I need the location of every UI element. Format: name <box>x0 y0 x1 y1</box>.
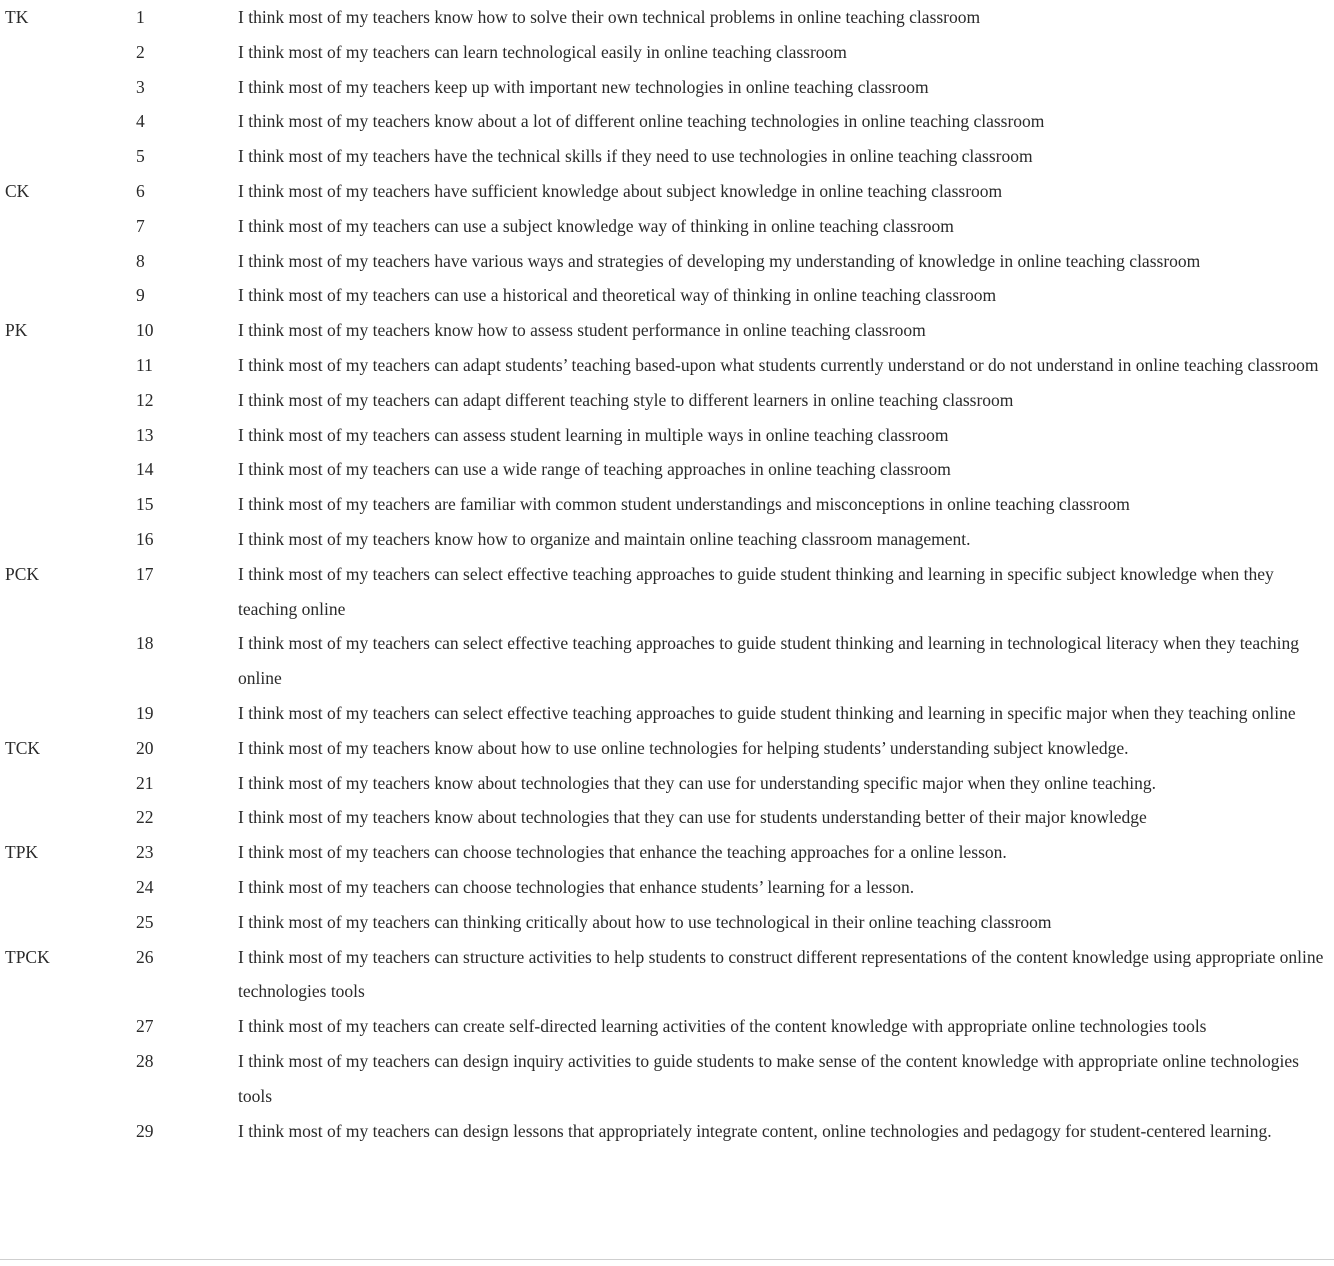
table-row <box>0 800 1334 835</box>
table-row <box>0 696 1334 731</box>
item-text-cell: I think most of my teachers can select effective teaching approaches to guide student thinking and learning in technological literacy when they teaching online <box>238 633 1299 689</box>
table-row <box>0 626 1334 696</box>
item-text-cell: I think most of my teachers can adapt different teaching style to different learners in online teaching classroom <box>238 389 1014 410</box>
table-row <box>0 557 1334 627</box>
item-text-cell: I think most of my teachers know about technologies that they can use for students understanding better of their major knowledge <box>238 807 1147 828</box>
table-row <box>0 835 1334 870</box>
item-number-cell: 5 <box>136 146 145 167</box>
category-cell: CK <box>5 180 30 201</box>
item-text-cell: I think most of my teachers know how to solve their own technical problems in online teaching classroom <box>238 7 981 27</box>
item-number-cell: 6 <box>136 180 145 201</box>
table-bottom-rule <box>0 1259 1334 1260</box>
item-text-cell: I think most of my teachers can choose technologies that enhance students’ learning for a lesson. <box>238 876 915 897</box>
item-number-cell: 14 <box>136 459 154 480</box>
item-number-cell: 9 <box>136 285 145 306</box>
table-row <box>0 348 1334 383</box>
item-number-cell: 19 <box>136 702 154 723</box>
item-text-cell: I think most of my teachers can adapt students’ teaching based-upon what students currently understand or do not understand in online teaching classroom <box>238 354 1319 375</box>
item-text-cell: I think most of my teachers can structure activities to help students to construct different representations of the content knowledge using appropriate online technologies tools <box>238 946 1324 1002</box>
category-cell: TPCK <box>5 946 50 967</box>
item-number-cell: 29 <box>136 1120 154 1141</box>
item-number-cell: 13 <box>136 424 154 445</box>
item-number-cell: 24 <box>136 876 154 897</box>
category-cell: PK <box>5 320 28 341</box>
item-number-cell: 20 <box>136 737 154 758</box>
category-cell: TPK <box>5 842 39 863</box>
item-text-cell: I think most of my teachers can assess student learning in multiple ways in online teaching classroom <box>238 424 949 445</box>
item-number-cell: 4 <box>136 111 145 132</box>
table-row <box>0 209 1334 244</box>
item-text-cell: I think most of my teachers can thinking critically about how to use technological in their online teaching classroom <box>238 911 1052 932</box>
item-number-cell: 27 <box>136 1016 154 1037</box>
item-text-cell: I think most of my teachers can use a historical and theoretical way of thinking in online teaching classroom <box>238 285 997 306</box>
item-number-cell: 28 <box>136 1050 154 1071</box>
item-text-cell: I think most of my teachers can choose technologies that enhance the teaching approaches for a online lesson. <box>238 842 1007 863</box>
item-number-cell: 16 <box>136 528 154 549</box>
table-row <box>0 139 1334 174</box>
item-number-cell: 18 <box>136 633 154 654</box>
item-number-cell: 17 <box>136 563 154 584</box>
table-row <box>0 487 1334 522</box>
table-row <box>0 731 1334 766</box>
table-row <box>0 418 1334 453</box>
item-number-cell: 22 <box>136 807 154 828</box>
item-text-cell: I think most of my teachers can select effective teaching approaches to guide student thinking and learning in specific subject knowledge when they teaching online <box>238 563 1274 619</box>
table-row <box>0 244 1334 279</box>
item-number-cell: 15 <box>136 494 154 515</box>
table-row <box>0 940 1334 1010</box>
item-number-cell: 21 <box>136 772 154 793</box>
item-text-cell: I think most of my teachers know how to organize and maintain online teaching classroom management. <box>238 528 971 549</box>
item-text-cell: I think most of my teachers can design inquiry activities to guide students to make sense of the content knowledge with appropriate online technologies tools <box>238 1050 1299 1106</box>
item-number-cell: 25 <box>136 911 154 932</box>
item-number-cell: 12 <box>136 389 154 410</box>
item-text-cell: I think most of my teachers know about how to use online technologies for helping students’ understanding subject knowledge. <box>238 737 1129 758</box>
table-row <box>0 1114 1334 1149</box>
item-number-cell: 1 <box>136 7 145 27</box>
item-number-cell: 3 <box>136 76 145 97</box>
category-cell: TCK <box>5 737 40 758</box>
table-row <box>0 452 1334 487</box>
table-row <box>0 174 1334 209</box>
table-row <box>0 35 1334 70</box>
item-text-cell: I think most of my teachers know how to assess student performance in online teaching classroom <box>238 320 926 341</box>
item-number-cell: 23 <box>136 842 154 863</box>
table-row <box>0 104 1334 139</box>
item-text-cell: I think most of my teachers are familiar with common student understandings and misconceptions in online teaching classroom <box>238 494 1130 515</box>
table-row <box>0 1044 1334 1114</box>
table-row <box>0 905 1334 940</box>
table-row <box>0 70 1334 105</box>
item-number-cell: 10 <box>136 320 154 341</box>
item-text-cell: I think most of my teachers can learn technological easily in online teaching classroom <box>238 41 847 62</box>
item-text-cell: I think most of my teachers can select effective teaching approaches to guide student thinking and learning in specific major when they teaching online <box>238 702 1296 723</box>
item-number-cell: 26 <box>136 946 154 967</box>
item-text-cell: I think most of my teachers can use a wide range of teaching approaches in online teaching classroom <box>238 459 951 480</box>
item-text-cell: I think most of my teachers can design lessons that appropriately integrate content, online technologies and pedagogy for student-centered learning. <box>238 1120 1272 1141</box>
table-row <box>0 0 1334 35</box>
item-text-cell: I think most of my teachers have various ways and strategies of developing my understanding of knowledge in online teaching classroom <box>238 250 1201 271</box>
item-text-cell: I think most of my teachers know about a lot of different online teaching technologies in online teaching classroom <box>238 111 1045 132</box>
table-row <box>0 383 1334 418</box>
category-cell: PCK <box>5 563 40 584</box>
table-row <box>0 870 1334 905</box>
table-row <box>0 766 1334 801</box>
item-text-cell: I think most of my teachers have sufficient knowledge about subject knowledge in online teaching classroom <box>238 180 1003 201</box>
item-number-cell: 8 <box>136 250 145 271</box>
category-cell: TK <box>5 7 29 27</box>
item-text-cell: I think most of my teachers know about technologies that they can use for understanding specific major when they online teaching. <box>238 772 1157 793</box>
item-text-cell: I think most of my teachers can create self-directed learning activities of the content knowledge with appropriate online technologies tools <box>238 1016 1207 1037</box>
item-text-cell: I think most of my teachers have the technical skills if they need to use technologies in online teaching classroom <box>238 146 1033 167</box>
item-text-cell: I think most of my teachers keep up with important new technologies in online teaching classroom <box>238 76 929 97</box>
table-row <box>0 522 1334 557</box>
table-row <box>0 1009 1334 1044</box>
item-number-cell: 11 <box>136 354 153 375</box>
table-row <box>0 313 1334 348</box>
item-number-cell: 7 <box>136 215 145 236</box>
item-text-cell: I think most of my teachers can use a subject knowledge way of thinking in online teaching classroom <box>238 215 954 236</box>
item-number-cell: 2 <box>136 41 145 62</box>
table-row <box>0 278 1334 313</box>
